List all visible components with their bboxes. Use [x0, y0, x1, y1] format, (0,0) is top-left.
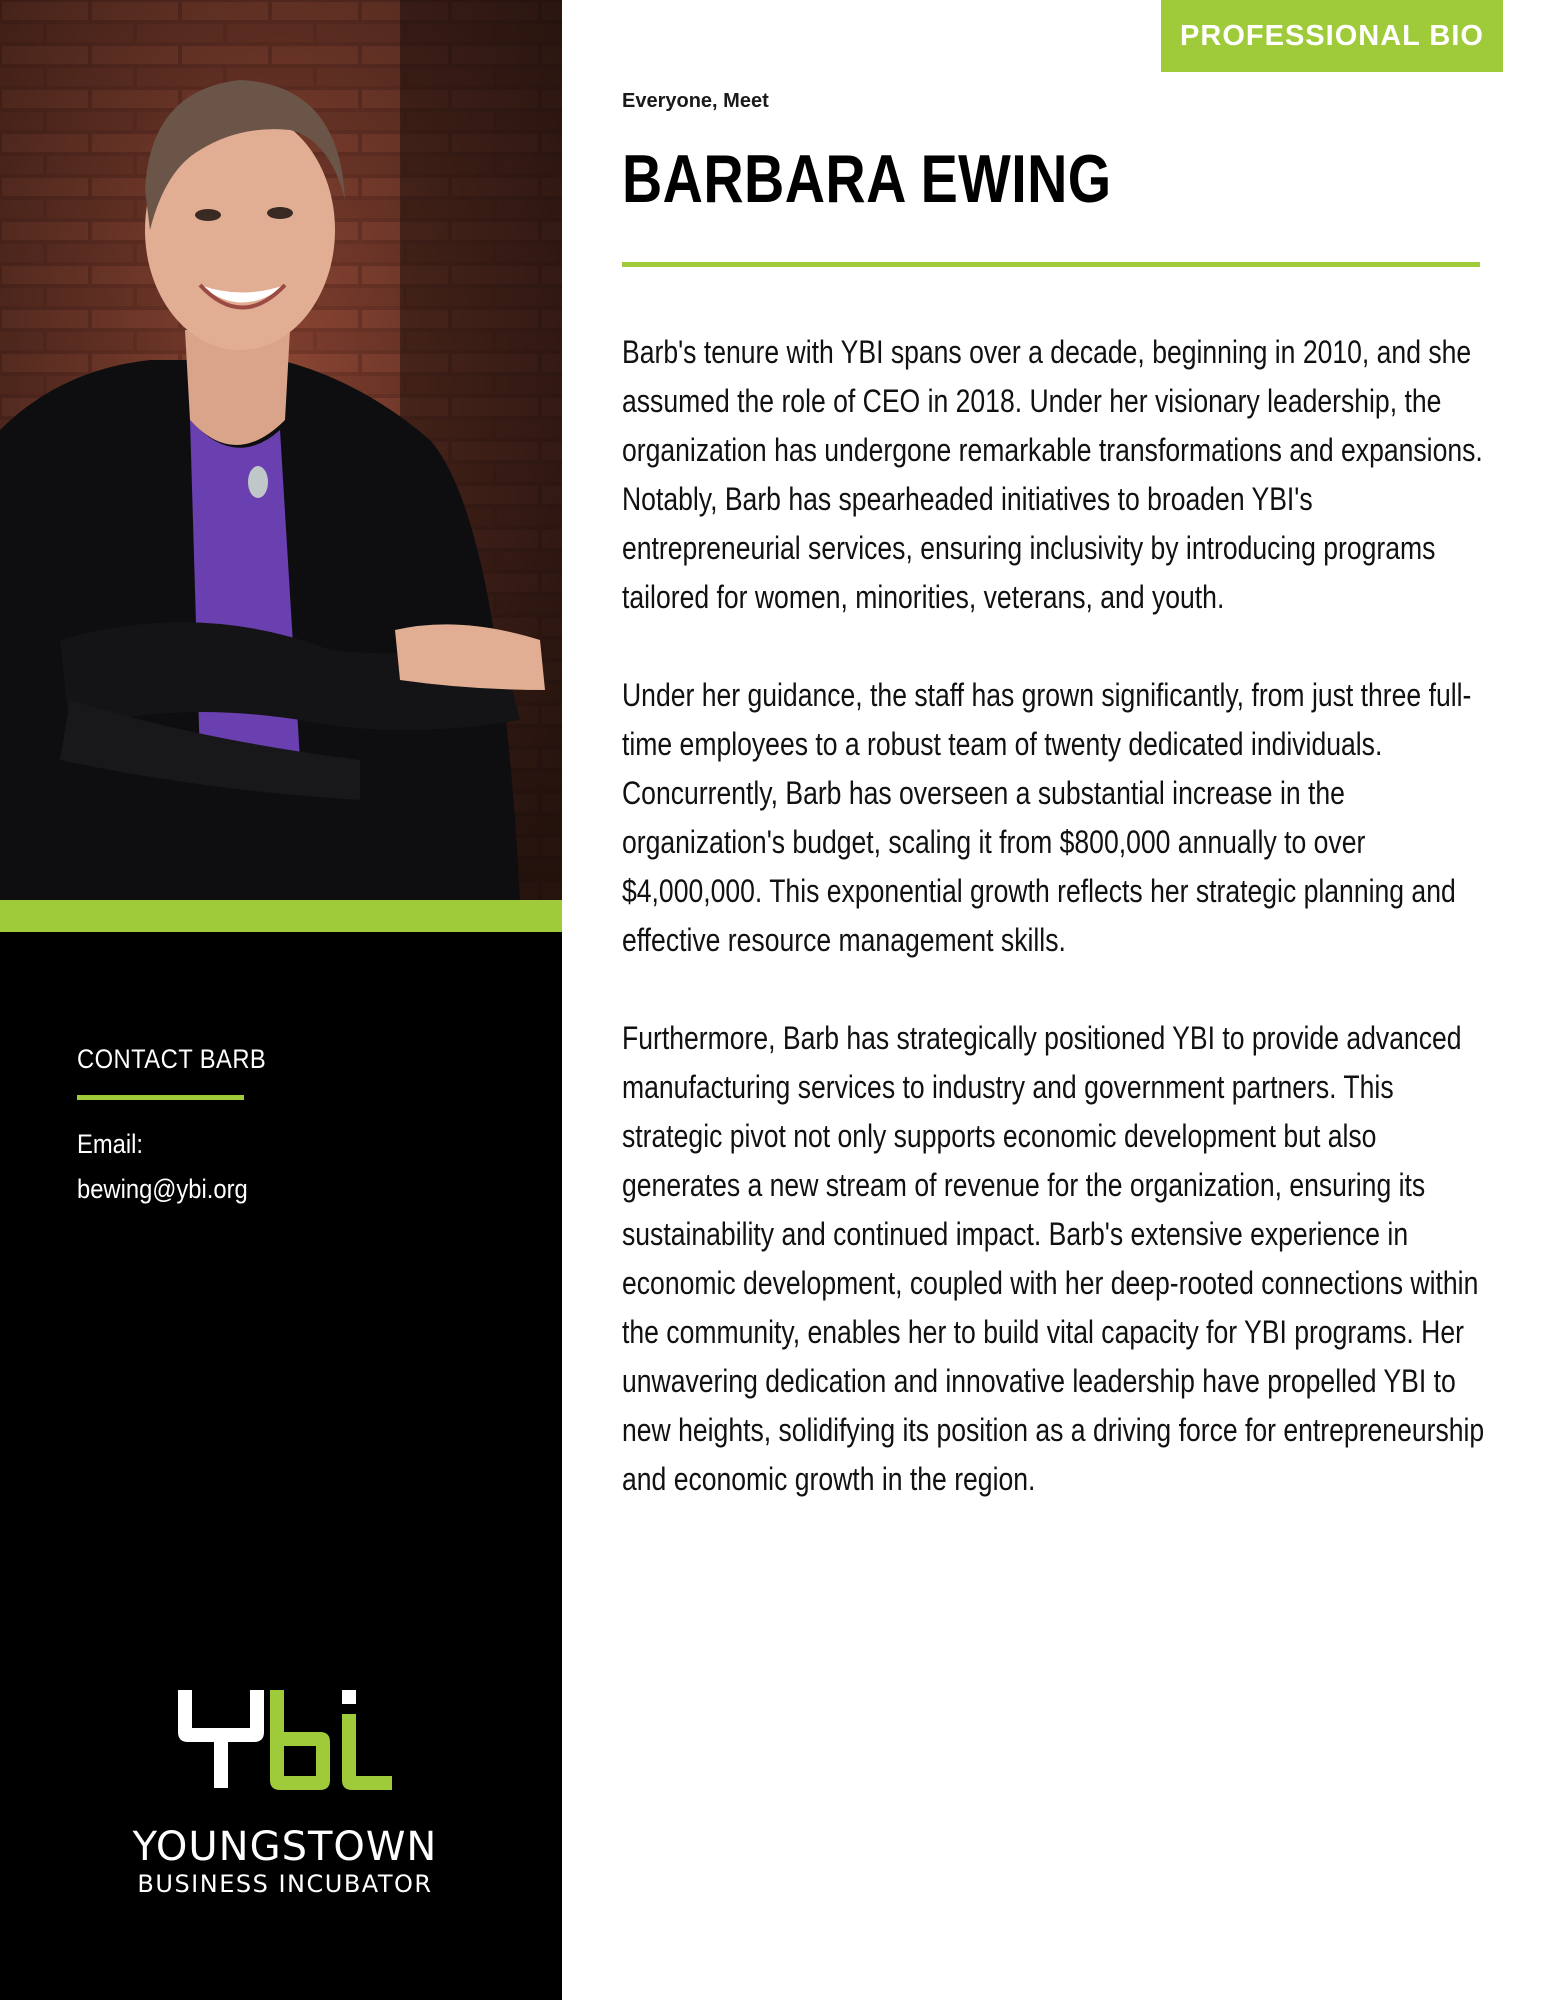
contact-section — [77, 1044, 292, 1212]
ybi-logo-mark-icon — [170, 1680, 400, 1800]
email-label: Email: — [77, 1129, 144, 1159]
portrait-illustration — [0, 0, 562, 900]
ybi-logo — [130, 1680, 440, 1899]
contact-heading: CONTACT BARB — [77, 1044, 267, 1074]
contact-divider — [77, 1095, 244, 1100]
bio-paragraph: Under her guidance, the staff has grown significantly, from just three full-time employees to a robust team of twenty dedicated individuals. Concurrently, Barb has overseen a substantial increase in the organization's budget, scaling it from $800,000 annually to over $4,000,000. This exponential growth reflects her strategic planning and effective resource management skills. — [622, 677, 1472, 958]
logo-subtitle: BUSINESS INCUBATOR — [137, 1870, 433, 1898]
bio-body — [622, 328, 1485, 1553]
page-title: BARBARA EWING — [622, 141, 1112, 217]
bio-paragraph: Barb's tenure with YBI spans over a decade, beginning in 2010, and she assumed the role of CEO in 2018. Under her visionary leadership, the organization has undergone remarkable transformations and expansions. Notably, Barb has spearheaded initiatives to broaden YBI's entrepreneurial services, ensuring inclusivity by introducing programs tailored for women, minorities, veterans, and youth. — [622, 334, 1483, 615]
document-tag: PROFESSIONAL BIO — [1161, 0, 1503, 72]
sidebar — [0, 0, 562, 2000]
intro-text: Everyone, Meet — [622, 90, 769, 112]
email-link[interactable]: bewing@ybi.org — [77, 1174, 248, 1204]
portrait-photo — [0, 0, 562, 900]
accent-bar — [0, 900, 562, 932]
bio-paragraph: Furthermore, Barb has strategically positioned YBI to provide advanced manufacturing services to industry and government partners. This strategic pivot not only supports economic development but also generates a new stream of revenue for the organization, ensuring its sustainability and continued impact. Barb's extensive experience in economic development, coupled with her deep-rooted connections within the community, enables her to build vital capacity for YBI programs. Her unwavering dedication and innovative leadership have propelled YBI to new heights, solidifying its position as a driving force for entrepreneurship and economic growth in the region. — [622, 1020, 1485, 1497]
logo-name: YOUNGSTOWN — [132, 1824, 438, 1870]
title-divider — [622, 262, 1480, 267]
